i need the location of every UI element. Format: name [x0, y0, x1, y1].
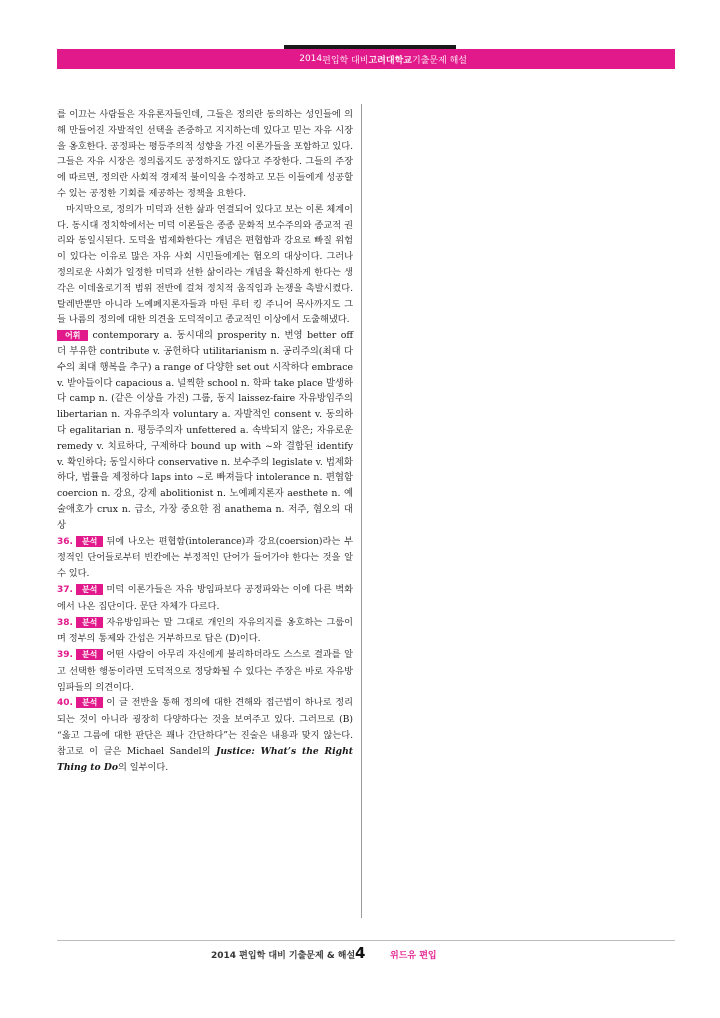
answer-37	[57, 582, 353, 615]
analysis-tag: 분석	[76, 649, 103, 660]
page-number: 4	[355, 944, 366, 962]
book-title: Justice: What’s the Right Thing to Do	[57, 745, 354, 773]
answer-number: 36.	[57, 536, 73, 547]
answer-number: 39.	[57, 650, 73, 661]
answer-suffix: 의 일부이다.	[117, 761, 169, 773]
answer-number: 37.	[57, 584, 73, 595]
analysis-tag: 분석	[76, 584, 103, 595]
analysis-tag: 분석	[76, 697, 103, 708]
footer-book-title: 2014 편입학 대비 기출문제 & 해설	[211, 951, 356, 961]
answer-text: 이 글 전반을 통해 정의에 대한 견해와 접근법이 하나로 정리되는 것이 아니라 굉장히 다양하다는 것을 보여주고 있다. 그러므로 (B) “옳고 그름에 대한 판단은 꽤나 간단하다”는 진술은 내용과 맞지 않는다. 참고로 이 글은 Michael Sandel의	[57, 697, 353, 757]
answer-text: 미덕 이론가들은 자유 방임파보다 공정파와는 이에 다른 벽화에서 나온 집단이다. 문단 자체가 다르다.	[57, 583, 353, 612]
answer-36	[57, 534, 353, 582]
translation-paragraph-1: 를 이끄는 사람들은 자유론자들인데, 그들은 정의란 동의하는 성인들에 의해 만들어진 자발적인 선택을 존중하고 지지하는데 있다고 믿는 자유 시장을 옹호한다. 공정파는 평등주의적 성향을 가진 이론가들을 포함하고 있다. 그들은 자유 시장은 정의롭지도 공정하지도 않다고 주장한다. 그들의 주장에 따르면, 정의란 사회적 경제적 불이익을 수정하고 모든 이들에게 성공할 수 있는 공정한 기회를 제공하는 정책을 요한다.	[57, 109, 353, 199]
column-divider	[361, 104, 362, 918]
translation-paragraph-2: 마지막으로, 정의가 미덕과 선한 삶과 연결되어 있다고 보는 이론 체계이다. 동시대 정치학에서는 미덕 이론들은 종종 문화적 보수주의와 종교적 권리와 동일시된다. 도덕을 법제화한다는 개념은 편협함과 강요로 빠질 위험이 있다는 이유로 많은 자유 사회 시민들에게는 혐오의 대상이다. 그러나 정의로운 사회가 일정한 미덕과 선한 삶이라는 개념을 확신하게 한다는 생각은 이데올로기적 범위 전반에 걸쳐 정치적 움직임과 논쟁을 촉발시켰다. 탈레반뿐만 아니라 노예폐지론자들과 마틴 루터 킹 주니어 목사까지도 그들 나름의 정의에 대한 의견을 도덕적이고 종교적인 이상에서 도출해냈다.	[57, 203, 353, 326]
answer-number: 40.	[57, 698, 73, 709]
answer-text: 자유방임파는 말 그대로 개인의 자유의지를 옹호하는 그룹이며 정부의 통제와 간섭은 거부하므로 답은 (D)이다.	[57, 616, 353, 645]
answer-number: 38.	[57, 617, 73, 628]
vocab-text: contemporary a. 동시대의 prosperity n. 번영 better off 더 부유한 contribute v. 공헌하다 utilitarianism n. 공리주의(최대 다수의 최대 행복을 추구) a range of 다양한 set out 시작하다 embrace v. 받아들이다 capacious a. 널찍한 school n. 학파 take place 발생하다 camp n. (같은 이상을 가진) 그룹, 동지 laissez-faire 자유방임주의 libertarian n. 자유주의자 voluntary a. 자발적인 consent v. 동의하다 egalitarian n. 평등주의자 unfettered a. 속박되지 않은; 자유로운 remedy v. 치료하다, 구제하다 bound up with ~와 결합된 identify v. 확인하다; 동일시하다 conservative n. 보수주의 legislate v. 법제화하다, 법률을 제정하다 laps into ~로 빠져들다 intolerance n. 편협함 coercion n. 강요, 강제 abolitionist n. 노예폐지론자 aesthete n. 예술애호가 crux n. 급소, 가장 중요한 점 anathema n. 저주, 혐오의 대상	[57, 330, 353, 531]
answer-40	[57, 695, 353, 775]
analysis-tag: 분석	[76, 617, 103, 628]
vocab-tag: 어휘	[57, 330, 88, 341]
analysis-tag: 분석	[76, 536, 103, 547]
answer-38	[57, 615, 353, 648]
footer-rule	[57, 940, 675, 941]
left-column	[57, 107, 353, 775]
answer-text: 뒤에 나오는 편협함(intolerance)과 강요(coersion)라는 부정적인 단어들로부터 빈칸에는 부정적인 단어가 들어가야 한다는 것을 알 수 있다.	[57, 535, 353, 580]
footer-brand: 위드유 편입	[390, 951, 437, 961]
header-pre: 편입학 대비	[322, 55, 369, 66]
page-footer	[0, 944, 720, 964]
answer-text: 어떤 사람이 아무리 자신에게 불리하더라도 스스로 결과를 알고 선택한 행동이라면 도덕적으로 정당화될 수 있다는 주장은 바로 자유방임파들의 의견이다.	[57, 649, 353, 693]
vocabulary-block	[57, 328, 353, 533]
header-post: 기출문제 해설	[411, 55, 467, 66]
header-school: 고려대학교	[368, 55, 412, 66]
answer-39	[57, 647, 353, 695]
running-header	[57, 49, 675, 69]
header-year: 2014	[299, 54, 323, 64]
